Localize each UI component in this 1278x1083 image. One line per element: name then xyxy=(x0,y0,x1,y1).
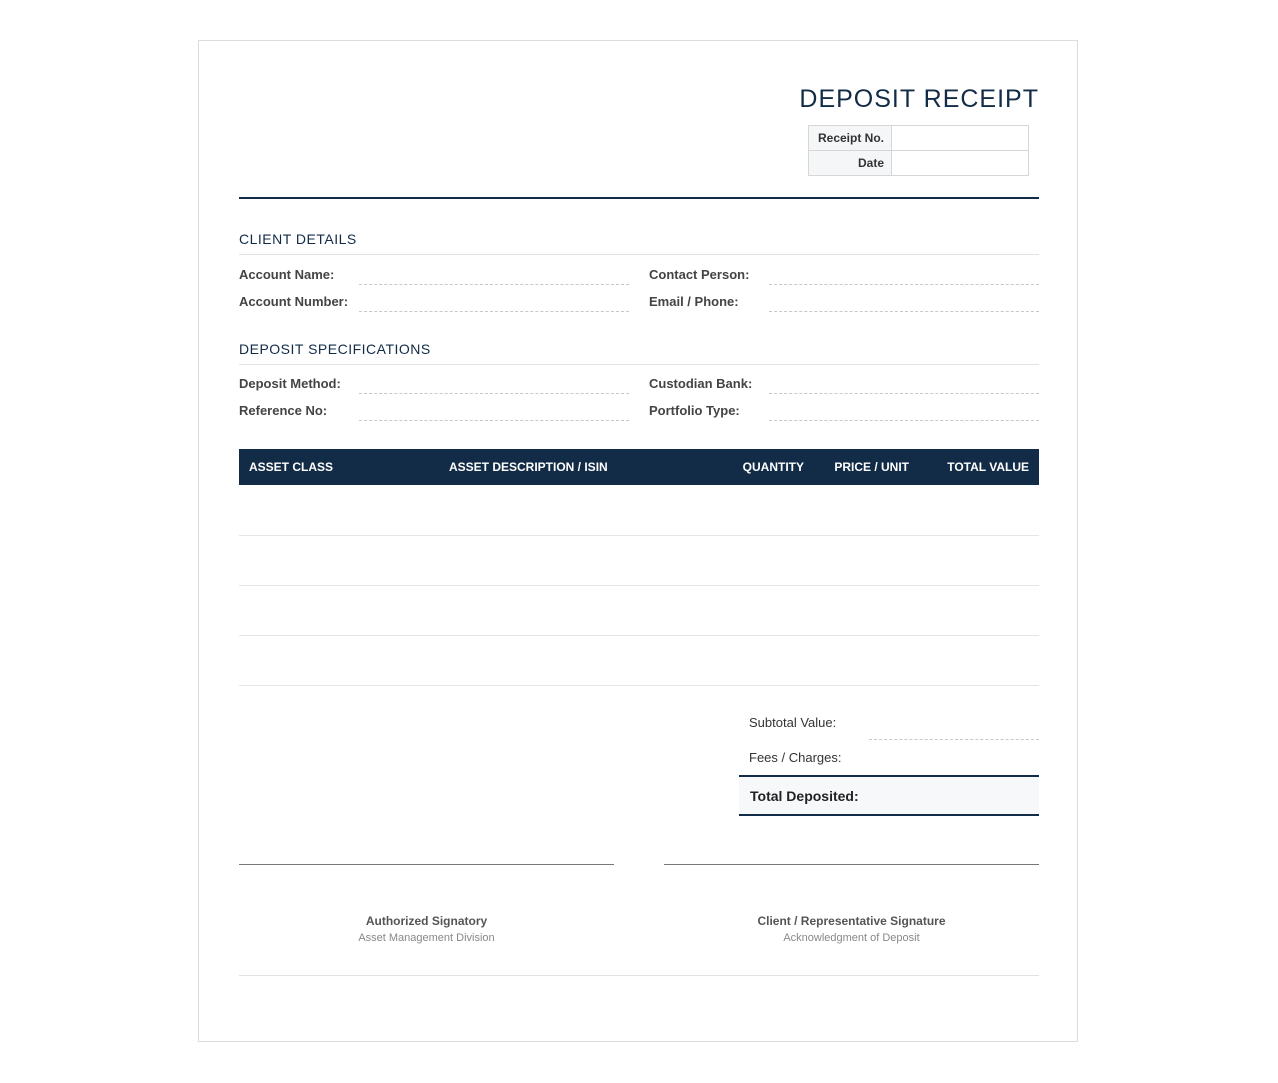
assets-table xyxy=(239,449,1039,686)
account-name-field xyxy=(239,267,629,287)
client-signature-line[interactable] xyxy=(664,864,1039,865)
date-row xyxy=(809,151,1029,176)
footer-divider xyxy=(239,975,1039,976)
table-cell[interactable] xyxy=(919,485,1039,535)
total-deposited-label: Total Deposited: xyxy=(750,788,859,804)
email-phone-label: Email / Phone: xyxy=(649,294,739,309)
table-cell[interactable] xyxy=(439,485,729,535)
table-cell[interactable] xyxy=(239,635,439,685)
account-number-input[interactable] xyxy=(359,307,629,312)
table-cell[interactable] xyxy=(729,585,814,635)
authorized-signature-block xyxy=(239,864,614,944)
email-phone-field xyxy=(649,294,1039,314)
assets-table-header xyxy=(239,449,1039,485)
receipt-no-row xyxy=(809,126,1029,151)
contact-person-field xyxy=(649,267,1039,287)
account-name-input[interactable] xyxy=(359,280,629,285)
account-name-label: Account Name: xyxy=(239,267,335,282)
authorized-signatory-subtitle: Asset Management Division xyxy=(358,932,495,944)
receipt-no-field[interactable] xyxy=(892,126,1029,151)
table-cell[interactable] xyxy=(239,585,439,635)
column-header-asset-description: ASSET DESCRIPTION / ISIN xyxy=(449,460,608,474)
subtotal-label: Subtotal Value: xyxy=(749,715,837,730)
email-phone-input[interactable] xyxy=(769,307,1039,312)
table-cell[interactable] xyxy=(919,585,1039,635)
totals-box xyxy=(739,705,1039,816)
custodian-bank-label: Custodian Bank: xyxy=(649,376,753,391)
deposit-method-field xyxy=(239,376,629,396)
table-row xyxy=(239,585,1039,635)
reference-no-field xyxy=(239,403,629,423)
custodian-bank-input[interactable] xyxy=(769,389,1039,394)
portfolio-type-input[interactable] xyxy=(769,416,1039,421)
column-header-quantity: QUANTITY xyxy=(742,460,804,474)
table-cell[interactable] xyxy=(729,535,814,585)
authorized-signature-line[interactable] xyxy=(239,864,614,865)
subtotal-row xyxy=(739,705,1039,740)
reference-no-label: Reference No: xyxy=(239,403,328,418)
deposit-method-input[interactable] xyxy=(359,389,629,394)
contact-person-label: Contact Person: xyxy=(649,267,750,282)
reference-no-input[interactable] xyxy=(359,416,629,421)
table-cell[interactable] xyxy=(439,635,729,685)
portfolio-type-field xyxy=(649,403,1039,423)
table-cell[interactable] xyxy=(439,585,729,635)
total-deposited-row xyxy=(739,775,1039,816)
table-cell[interactable] xyxy=(919,635,1039,685)
custodian-bank-field xyxy=(649,376,1039,396)
portfolio-type-label: Portfolio Type: xyxy=(649,403,740,418)
deposit-method-label: Deposit Method: xyxy=(239,376,341,391)
client-details-heading: CLIENT DETAILS xyxy=(239,231,1039,255)
fees-row xyxy=(739,740,1039,775)
table-row xyxy=(239,635,1039,685)
table-cell[interactable] xyxy=(239,485,439,535)
table-cell[interactable] xyxy=(729,485,814,535)
contact-person-input[interactable] xyxy=(769,280,1039,285)
receipt-no-label: Receipt No. xyxy=(809,126,892,151)
column-header-price-unit: PRICE / UNIT xyxy=(834,460,909,474)
client-signature-block xyxy=(664,864,1039,944)
header-divider xyxy=(239,197,1039,199)
table-row xyxy=(239,535,1039,585)
date-label: Date xyxy=(809,151,892,176)
client-signature-subtitle: Acknowledgment of Deposit xyxy=(783,932,920,944)
table-cell[interactable] xyxy=(814,535,919,585)
table-cell[interactable] xyxy=(919,535,1039,585)
document-title: DEPOSIT RECEIPT xyxy=(799,85,1039,113)
table-cell[interactable] xyxy=(239,535,439,585)
column-header-asset-class: ASSET CLASS xyxy=(249,460,334,474)
table-row xyxy=(239,485,1039,535)
receipt-page xyxy=(198,40,1078,1042)
table-cell[interactable] xyxy=(814,585,919,635)
receipt-meta-table xyxy=(808,125,1029,176)
account-number-label: Account Number: xyxy=(239,294,349,309)
deposit-specs-heading: DEPOSIT SPECIFICATIONS xyxy=(239,341,1039,365)
fees-label: Fees / Charges: xyxy=(749,750,842,765)
table-cell[interactable] xyxy=(814,635,919,685)
client-signature-title: Client / Representative Signature xyxy=(757,914,946,928)
authorized-signatory-title: Authorized Signatory xyxy=(365,914,488,928)
date-field[interactable] xyxy=(892,151,1029,176)
column-header-total-value: TOTAL VALUE xyxy=(947,460,1029,474)
table-cell[interactable] xyxy=(814,485,919,535)
account-number-field xyxy=(239,294,629,314)
table-cell[interactable] xyxy=(729,635,814,685)
table-cell[interactable] xyxy=(439,535,729,585)
